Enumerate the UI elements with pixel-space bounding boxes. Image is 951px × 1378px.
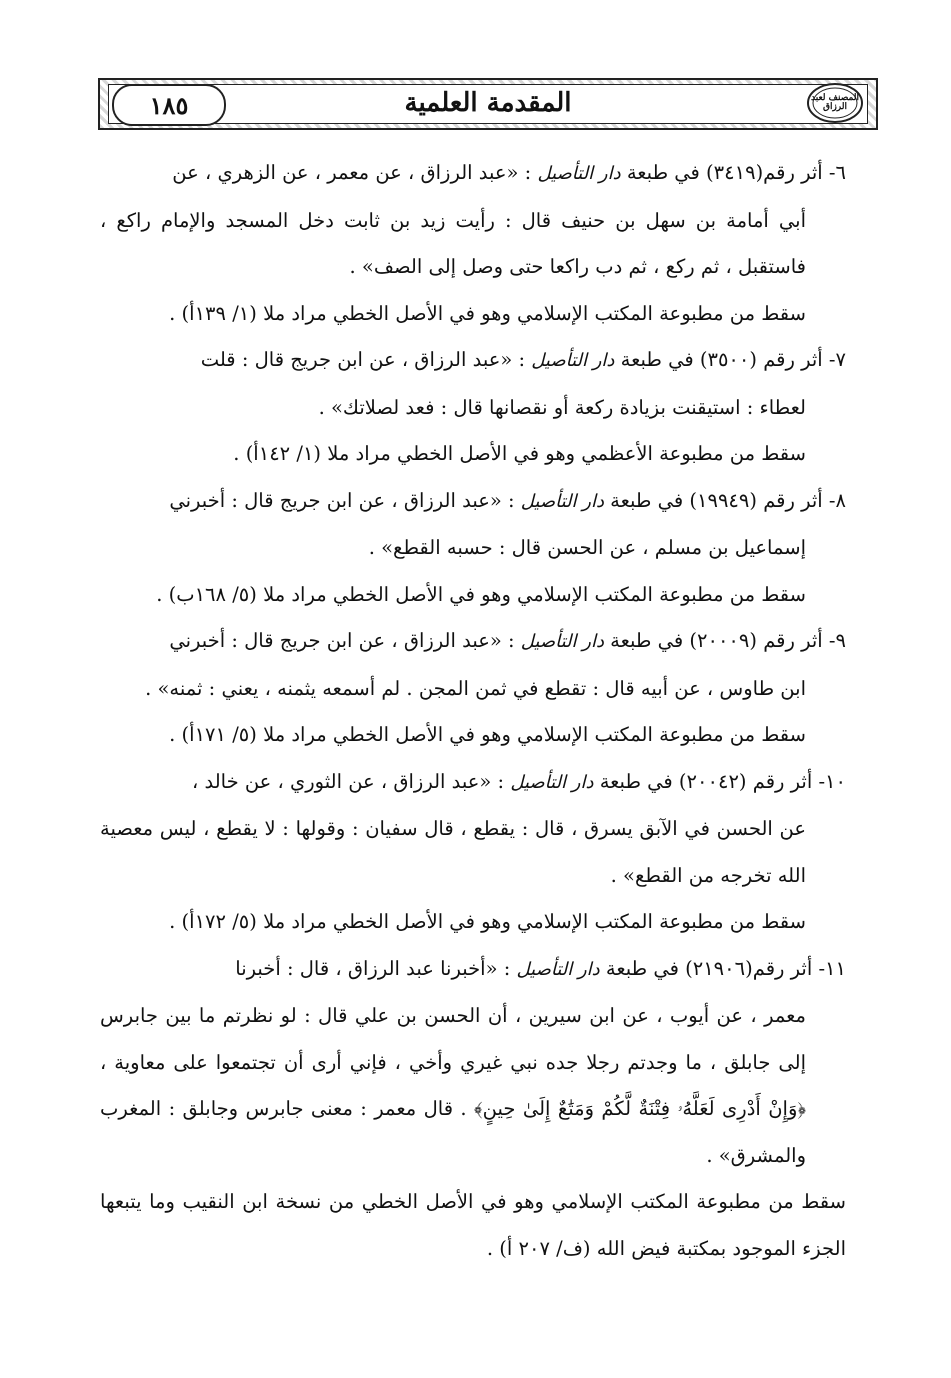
entry-line1-pre: أثر رقم (١٩٩٤٩) في طبعة [603, 488, 823, 512]
entry-note: سقط من مطبوعة المكتب الإسلامي وهو في الأصل الخطي مراد ملا (٥/ ١٧١أ) . [169, 723, 806, 746]
entry-line1-post: : «أخبرنا عبد الرزاق ، قال : أخبرنا [235, 956, 517, 980]
entry-11 [100, 946, 846, 1180]
publisher-name: دار التأصيل [516, 958, 600, 980]
entry-text: عن الحسن في الآبق يسرق ، قال : يقطع ، قال سفيان : وقولها : لا يقطع ، ليس معصية الله تخرجه من القطع» . [100, 817, 806, 887]
entry-note: سقط من مطبوعة المكتب الإسلامي وهو في الأصل الخطي من نسخة ابن النقيب وما يتبعها الجزء الموجود بمكتبة فيض الله (ف/ ٢٠٧ أ) . [100, 1190, 846, 1260]
entry-number: ٧- [828, 348, 846, 371]
publisher-name: دار التأصيل [510, 771, 594, 793]
entry-line1-pre: أثر رقم (٢٠٠٤٢) في طبعة [593, 769, 813, 793]
entry-number: ٩- [828, 629, 846, 652]
entry-line1-post: : «عبد الرزاق ، عن ابن جريج قال : قلت [200, 348, 532, 371]
emblem-text: المصنف لعبد الرزاق [811, 93, 859, 112]
entry-line1-pre: أثر رقم (٣٥٠٠) في طبعة [614, 348, 823, 371]
entry-note: سقط من مطبوعة الأعظمي وهو في الأصل الخطي مراد ملا (١/ ١٤٢أ) . [233, 442, 806, 465]
entry-note: سقط من مطبوعة المكتب الإسلامي وهو في الأصل الخطي مراد ملا (١/ ١٣٩أ) . [169, 301, 806, 325]
entry-number: ١١- [818, 956, 846, 980]
page-header [98, 78, 878, 130]
publisher-name: دار التأصيل [537, 163, 621, 184]
entry-text: معمر ، عن أيوب ، عن ابن سيرين ، أن الحسن بن علي قال : لو نظرتم ما بين جابرس إلى جابلق ، ما وجدتم رجلا جده نبي غيري وأخي ، فإني أرى أن تجتمعوا على معاوية ، ﴿وَإِنْ أَدْرِى لَعَلَّهُۥ فِتْنَةٌ لَّكُمْ وَمَتَٰعٌ إِلَىٰ حِينٍ﴾ . قال معمر : معنى جابرس وجابلق : المغرب والمشرق» . [100, 1004, 806, 1167]
entry-text: أبي أمامة بن سهل بن حنيف قال : رأيت زيد بن ثابت دخل المسجد والإمام راكع ، فاستقبل ، ثم ركع ، ثم دب راكعا حتى وصل إلى الصف» . [100, 208, 806, 278]
entry-line1-pre: أثر رقم(٣٤١٩) في طبعة [620, 161, 823, 184]
entry-9 [100, 618, 846, 712]
entry-number: ٨- [828, 488, 846, 512]
entry-8 [100, 478, 846, 572]
page-title: المقدمة العلمية [404, 88, 572, 118]
main-content [100, 150, 846, 1272]
entry-number: ٦- [828, 161, 846, 184]
entry-7 [100, 337, 846, 431]
page-number: ١٨٥ [112, 84, 226, 126]
entry-line1-pre: أثر رقم(٢١٩٠٦) في طبعة [599, 956, 813, 980]
entry-number: ١٠- [818, 769, 846, 793]
entry-line1-post: : «عبد الرزاق ، عن ابن جريج قال : أخبرني [169, 488, 521, 512]
publisher-name: دار التأصيل [531, 350, 615, 371]
publisher-name: دار التأصيل [520, 490, 604, 512]
entry-10 [100, 759, 846, 900]
entry-text: لعطاء : استيقنت بزيادة ركعة أو نقصانها قال : فعد لصلاتك» . [318, 395, 806, 419]
entry-6 [100, 150, 846, 291]
entry-line1-pre: أثر رقم (٢٠٠٠٩) في طبعة [603, 629, 823, 652]
entry-text: إسماعيل بن مسلم ، عن الحسن قال : حسبه القطع» . [368, 536, 806, 559]
entry-note: سقط من مطبوعة المكتب الإسلامي وهو في الأصل الخطي مراد ملا (٥/ ١٧٢أ) . [169, 910, 806, 933]
entry-note: سقط من مطبوعة المكتب الإسلامي وهو في الأصل الخطي مراد ملا (٥/ ١٦٨ب) . [156, 582, 806, 606]
book-emblem-icon [806, 82, 864, 124]
entry-line1-post: : «عبد الرزاق ، عن ابن جريج قال : أخبرني [169, 629, 521, 652]
entry-line1-post: : «عبد الرزاق ، عن معمر ، عن الزهري ، عن [172, 161, 538, 184]
publisher-name: دار التأصيل [520, 631, 604, 652]
entry-text: ابن طاوس ، عن أبيه قال : تقطع في ثمن المجن . لم أسمعه يثمنه ، يعني : ثمنه» . [145, 676, 806, 700]
entry-line1-post: : «عبد الرزاق ، عن الثوري ، عن خالد ، [191, 769, 511, 793]
